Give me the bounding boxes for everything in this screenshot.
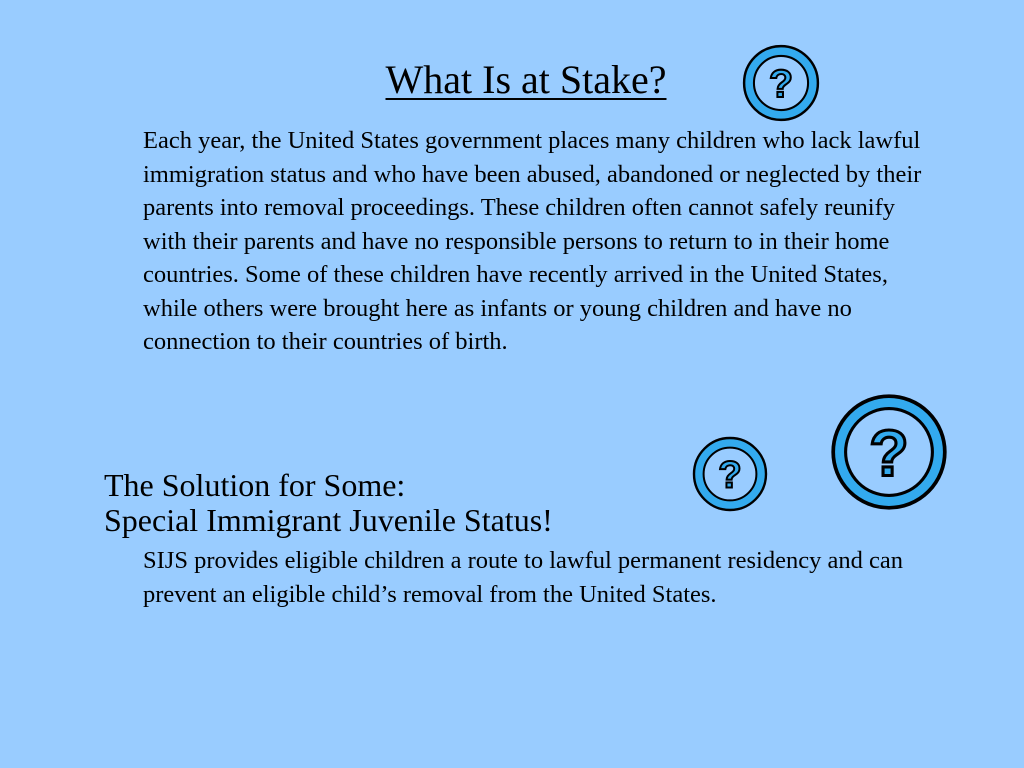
question-mark-icon	[740, 42, 822, 124]
solution-heading-line1: The Solution for Some:	[104, 467, 406, 503]
question-mark-glyph: ?	[869, 417, 909, 490]
question-mark-glyph: ?	[718, 453, 742, 497]
question-mark-icon	[690, 434, 770, 514]
slide-title: What Is at Stake?	[385, 57, 667, 102]
solution-heading	[104, 468, 553, 538]
question-mark-icon	[826, 390, 952, 514]
stake-paragraph: Each year, the United States government places many children who lack lawful immigration status and who have been abused, abandoned or neglected by their parents into removal proceedings. These children often cannot safely reunify with their parents and have no responsible persons to return to in their home countries. Some of these children have recently arrived in the United States, while others were brought here as infants or young children and have no connection to their countries of birth.	[143, 127, 922, 355]
sijs-paragraph: SIJS provides eligible children a route to lawful permanent residency and can prevent an eligible child’s removal from the United States.	[143, 547, 903, 608]
question-mark-glyph: ?	[768, 61, 794, 106]
solution-heading-line2: Special Immigrant Juvenile Status!	[104, 502, 553, 538]
